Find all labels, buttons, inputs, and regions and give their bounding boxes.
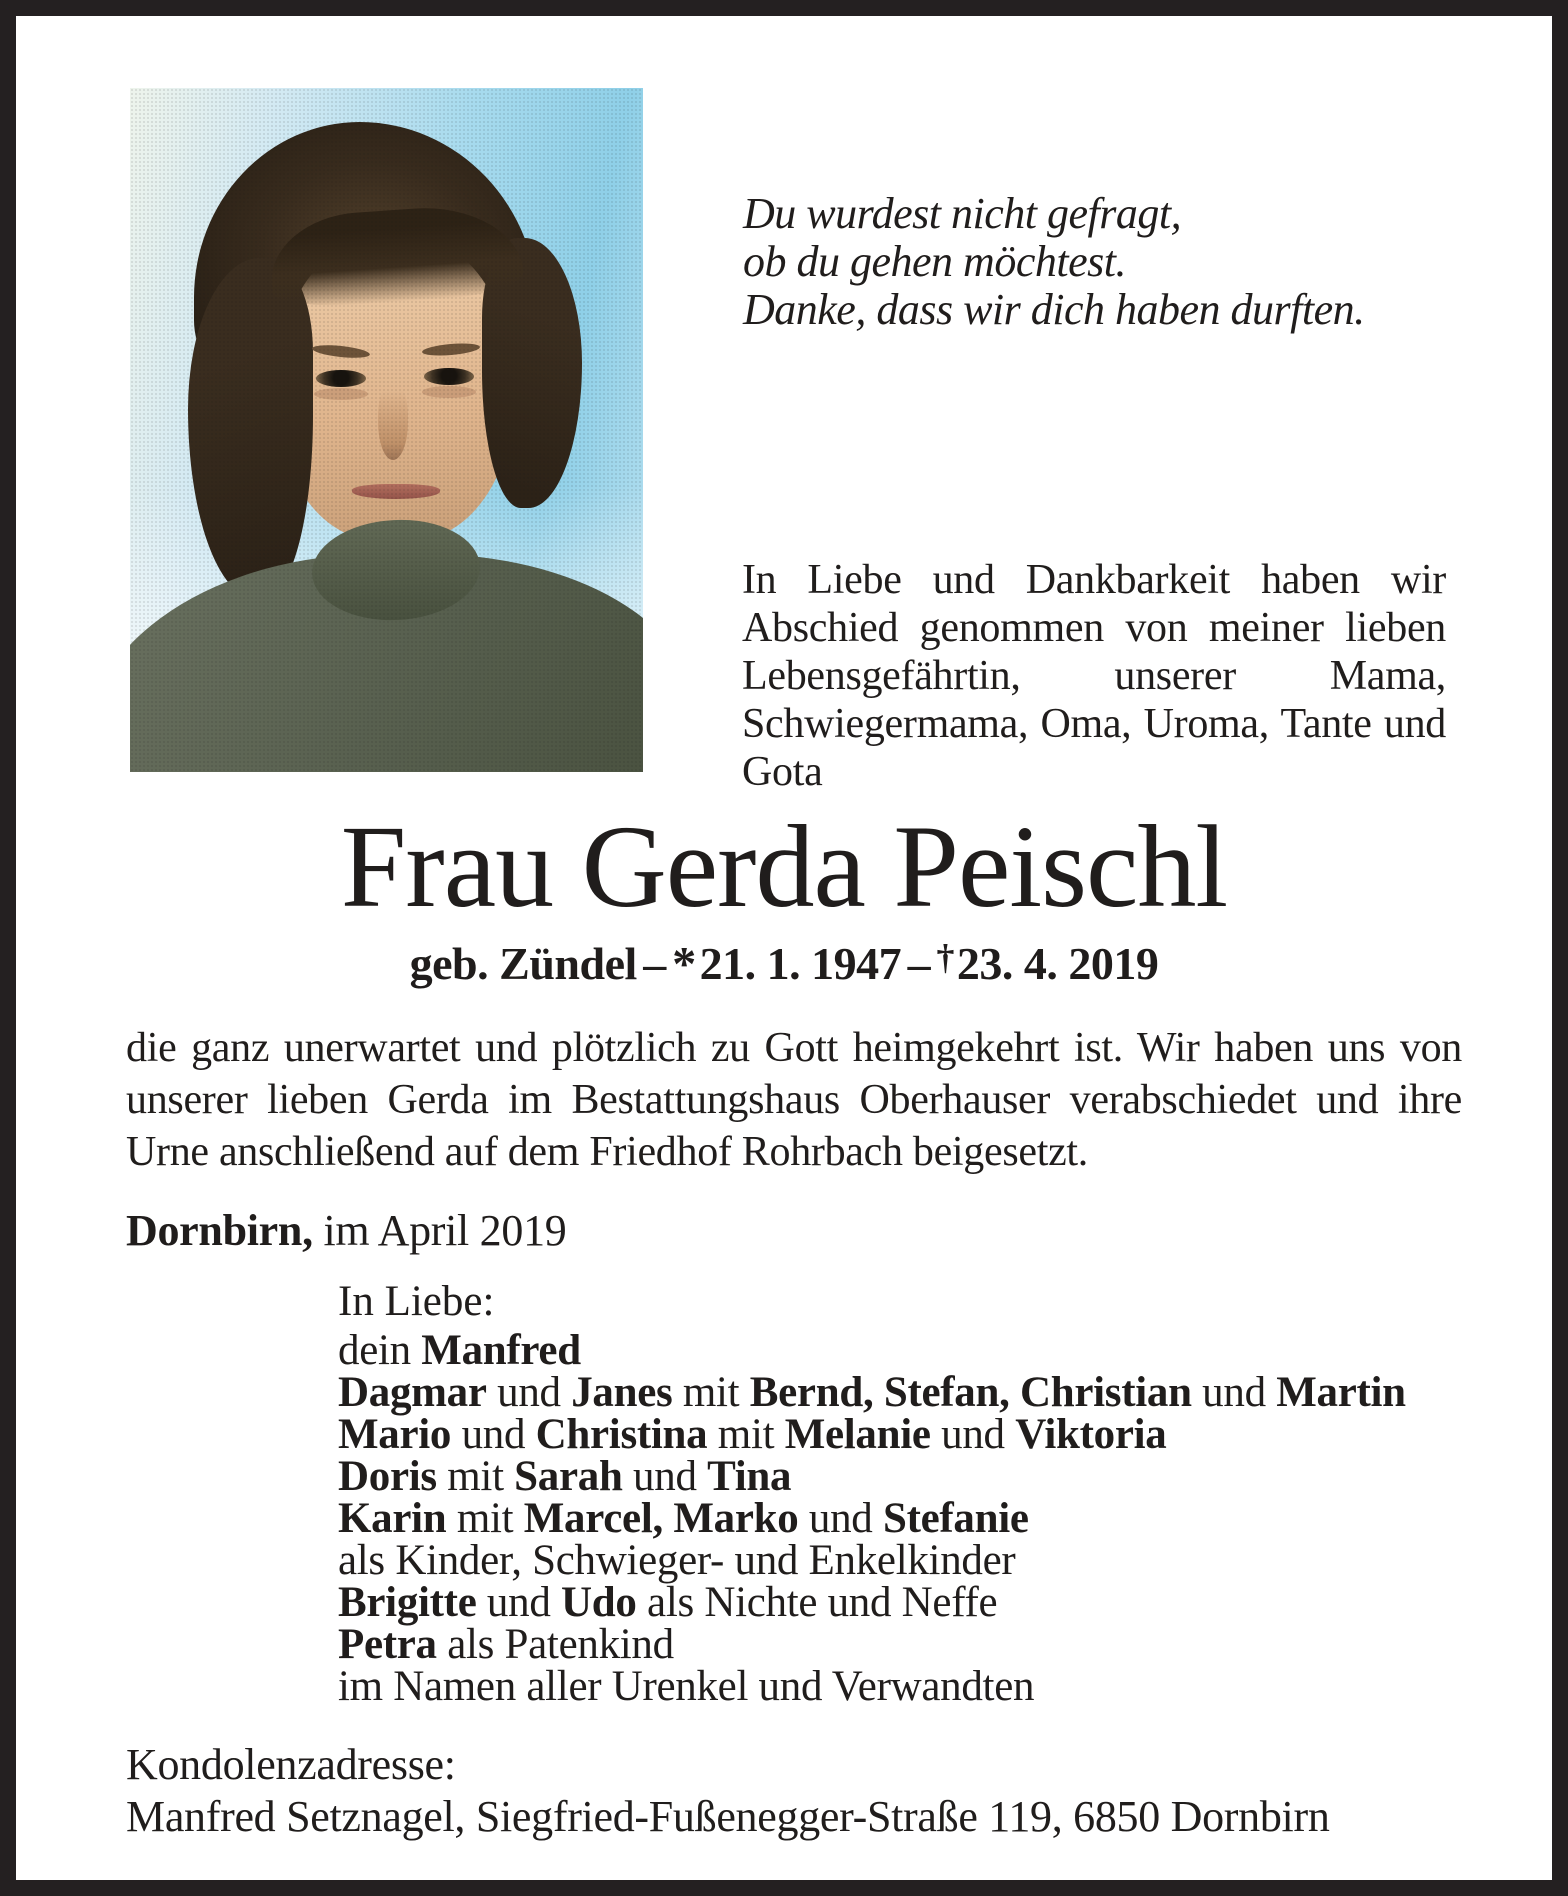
place-date-line (126, 1206, 566, 1256)
mourner-line: als Kinder, Schwieger- und Enkelkinder (338, 1537, 1016, 1584)
condolence-label: Kondolenzadresse: (126, 1740, 456, 1789)
dash-separator: – (643, 938, 666, 989)
mourner-line: Dagmar und Janes mit Bernd, Stefan, Christian und Martin (338, 1369, 1406, 1416)
life-dates (16, 938, 1552, 993)
epigraph-line: Danke, dass wir dich haben durften. (743, 285, 1365, 334)
obituary-sheet (16, 16, 1552, 1880)
condolence-address: Manfred Setznagel, Siegfried-Fußenegger-Straße 119, 6850 Dornbirn (126, 1792, 1330, 1841)
portrait-nose (378, 384, 408, 460)
birth-star-icon: * (672, 937, 696, 991)
mourner-line: Karin mit Marcel, Marko und Stefanie (338, 1495, 1029, 1542)
mourner-line: Mario und Christina mit Melanie und Viktoria (338, 1411, 1167, 1458)
portrait-hair-left (188, 258, 313, 598)
mourner-line: Doris mit Sarah und Tina (338, 1453, 792, 1500)
deceased-name: Frau Gerda Peischl (340, 801, 1228, 932)
death-date: 23. 4. 2019 (956, 938, 1159, 989)
death-cross-icon: † (936, 936, 954, 977)
salutation: In Liebe: (338, 1278, 495, 1325)
epigraph-verse (743, 190, 1365, 334)
notice-date: im April 2019 (323, 1206, 567, 1255)
mourners-list (338, 1327, 1458, 1710)
portrait-right-eye-shadow (422, 386, 476, 398)
mourner-line: Petra als Patenkind (338, 1621, 674, 1668)
death-announcement-paragraph: die ganz unerwartet und plötzlich zu Gott heimgekehrt ist. Wir haben uns von unserer lieben Gerda im Bestattungshaus Oberhauser verabschiedet und ihre Urne anschließend auf dem Friedhof Rohrbach beigesetzt. (126, 1025, 1462, 1175)
maiden-name: geb. Zündel (409, 938, 637, 989)
portrait-left-eye-shadow (314, 388, 368, 400)
deceased-portrait-photo (130, 88, 643, 772)
epigraph-line: Du wurdest nicht gefragt, (743, 189, 1182, 238)
farewell-paragraph: In Liebe und Dankbarkeit haben wir Abschied genommen von meiner lieben Lebensgefährtin, unserer Mama, Schwiegermama, Oma, Uroma, Tante und Gota (742, 557, 1446, 795)
portrait-right-eye (424, 368, 474, 385)
condolence-address-block (126, 1739, 1330, 1843)
mourner-line: Brigitte und Udo als Nichte und Neffe (338, 1579, 998, 1626)
epigraph-line: ob du gehen möchtest. (743, 237, 1126, 286)
dash-separator: – (907, 938, 931, 989)
place-name: Dornbirn, (126, 1206, 313, 1255)
birth-date: 21. 1. 1947 (699, 938, 902, 989)
mourner-line: dein Manfred (338, 1327, 581, 1374)
portrait-mouth (352, 484, 440, 499)
mourner-line: im Namen aller Urenkel und Verwandten (338, 1663, 1035, 1710)
portrait-left-eye (316, 370, 366, 387)
